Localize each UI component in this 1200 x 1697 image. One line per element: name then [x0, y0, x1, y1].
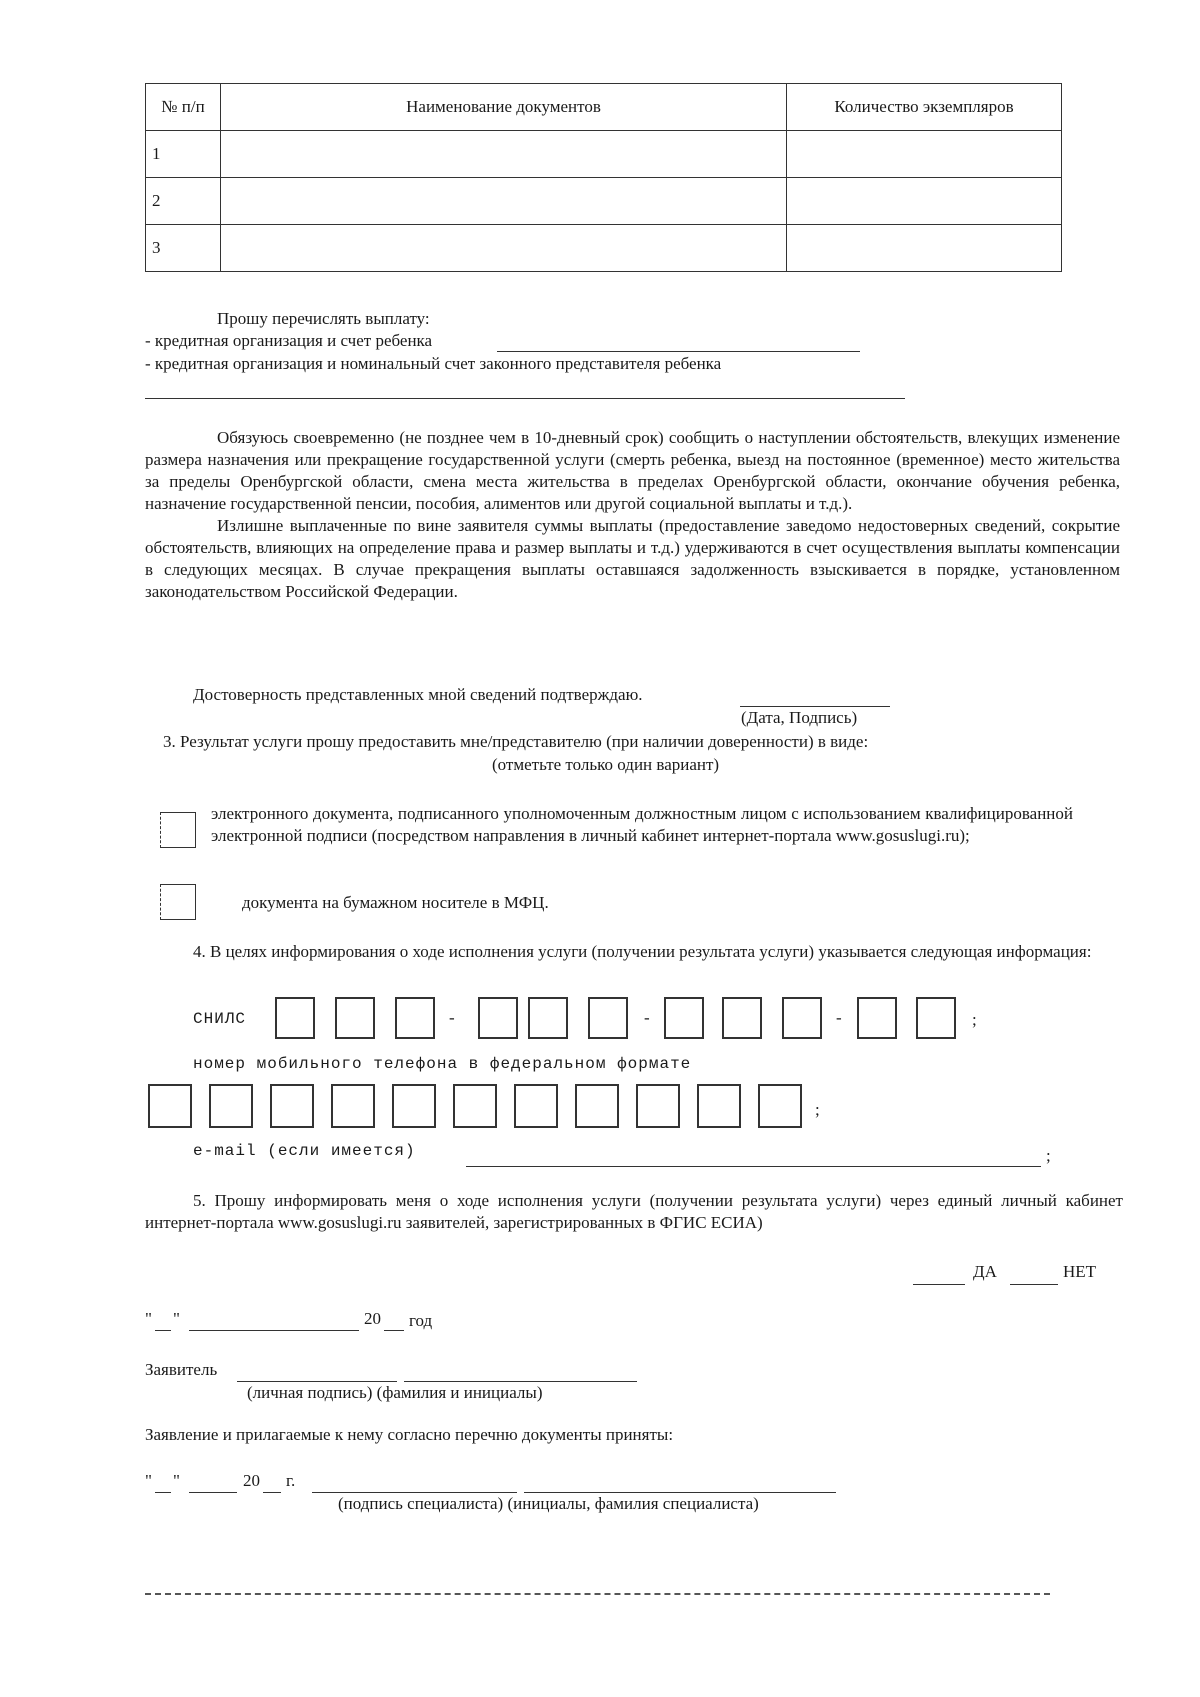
- cut-line: [145, 1591, 1050, 1595]
- table-row: [146, 178, 1062, 225]
- section5-block: [145, 1190, 1123, 1234]
- no-label: НЕТ: [1063, 1262, 1097, 1281]
- row-number: 2: [146, 178, 221, 225]
- section3-title: 3. Результат услуги прошу предоставить мне/представителю (при наличии доверенности) в виде:: [163, 732, 869, 751]
- date-signature-caption: (Дата, Подпись): [741, 708, 858, 727]
- row-document-name[interactable]: [221, 225, 787, 272]
- snils-digit-box[interactable]: [335, 997, 375, 1039]
- applicant-label: Заявитель: [145, 1360, 218, 1379]
- paper-result-option: документа на бумажном носителе в МФЦ.: [242, 893, 549, 912]
- section4-block: [145, 941, 1123, 963]
- g-abbrev: г.: [286, 1471, 296, 1490]
- accepted-text: Заявление и прилагаемые к нему согласно перечню документы приняты:: [145, 1425, 674, 1444]
- snils-digit-box[interactable]: [722, 997, 762, 1039]
- phone-digit-box[interactable]: [392, 1084, 436, 1128]
- date-signature-line[interactable]: [740, 686, 890, 707]
- century: 20: [364, 1309, 381, 1328]
- email-input-line[interactable]: [466, 1146, 1041, 1167]
- snils-digit-box[interactable]: [857, 997, 897, 1039]
- row-copies-count[interactable]: [787, 178, 1062, 225]
- phone-digit-box[interactable]: [697, 1084, 741, 1128]
- table-row: [146, 225, 1062, 272]
- phone-label: номер мобильного телефона в федеральном формате: [193, 1055, 692, 1073]
- documents-table: [145, 83, 1062, 272]
- yes-label: ДА: [973, 1262, 997, 1281]
- nominal-account-line[interactable]: [145, 378, 905, 399]
- phone-digit-box[interactable]: [758, 1084, 802, 1128]
- month-line[interactable]: [189, 1310, 359, 1331]
- phone-digit-box[interactable]: [636, 1084, 680, 1128]
- quote-open: ": [145, 1471, 152, 1490]
- applicant-caption: (личная подпись) (фамилия и инициалы): [247, 1383, 543, 1402]
- payment-option-nominal-account: - кредитная организация и номинальный счет законного представителя ребенка: [145, 354, 722, 373]
- quote-open: ": [145, 1309, 152, 1328]
- phone-digit-box[interactable]: [514, 1084, 558, 1128]
- applicant-name-line[interactable]: [404, 1361, 637, 1382]
- row-copies-count[interactable]: [787, 131, 1062, 178]
- section4-title: 4. В целях информирования о ходе исполнения услуги (получении результата услуги) указывается следующая информация:: [193, 942, 1092, 961]
- year-line[interactable]: [384, 1310, 404, 1331]
- applicant-signature-line[interactable]: [237, 1361, 397, 1382]
- phone-digit-box[interactable]: [575, 1084, 619, 1128]
- phone-digit-box[interactable]: [270, 1084, 314, 1128]
- payment-option-child-account: - кредитная организация и счет ребенка: [145, 331, 433, 350]
- specialist-signature-line[interactable]: [312, 1472, 517, 1493]
- row-number: 1: [146, 131, 221, 178]
- paper-result-checkbox[interactable]: [160, 884, 196, 920]
- column-header-count: Количество экземпляров: [787, 84, 1062, 131]
- day-line[interactable]: [155, 1472, 171, 1493]
- snils-digit-box[interactable]: [395, 997, 435, 1039]
- phone-digit-box[interactable]: [148, 1084, 192, 1128]
- column-header-name: Наименование документов: [221, 84, 787, 131]
- snils-dash: -: [644, 1008, 650, 1027]
- row-number: 3: [146, 225, 221, 272]
- snils-dash: -: [836, 1008, 842, 1027]
- table-header-row: [146, 84, 1062, 131]
- snils-label: СНИЛС: [193, 1010, 247, 1028]
- child-account-line[interactable]: [497, 331, 860, 352]
- month-line[interactable]: [189, 1472, 237, 1493]
- section5-text: 5. Прошу информировать меня о ходе исполнения услуги (получении результата услуги) через единый личный кабинет интернет-портала www.gosuslugi.ru заявителей, зарегистрированных в ФГИС ЕСИА): [145, 1191, 1123, 1232]
- row-copies-count[interactable]: [787, 225, 1062, 272]
- snils-digit-box[interactable]: [478, 997, 518, 1039]
- specialist-name-line[interactable]: [524, 1472, 836, 1493]
- section3-note: (отметьте только один вариант): [492, 755, 720, 774]
- overpayment-paragraph: Излишне выплаченные по вине заявителя суммы выплаты (предоставление заведомо недостоверных сведений, сокрытие обстоятельств, влияющих на определение права и размер выплаты и т.д.) удерживаются в счет осуществления выплаты компенсации в следующих месяцах. В случае прекращения выплаты оставшаяся задолженность взыскивается в порядке, установленном законодательством Российской Федерации.: [145, 516, 1120, 601]
- yes-line[interactable]: [913, 1264, 965, 1285]
- snils-digit-box[interactable]: [588, 997, 628, 1039]
- snils-digit-box[interactable]: [275, 997, 315, 1039]
- accepted-caption: (подпись специалиста) (инициалы, фамилия специалиста): [338, 1494, 759, 1513]
- phone-digit-box[interactable]: [453, 1084, 497, 1128]
- quote-close: ": [173, 1309, 180, 1328]
- quote-close: ": [173, 1471, 180, 1490]
- obligation-paragraph: Обязуюсь своевременно (не позднее чем в 10-дневный срок) сообщить о наступлении обстоятельств, влекущих изменение размера назначения или прекращение государственной услуги (смерть ребенка, выезд на постоянное (временное) место жительства за пределы Оренбургской области, смена места жительства в пределах Оренбургской области, окончание обучения ребенка, назначение государственной пенсии, пособия, алиментов или другой социальной выплаты и т.д.).: [145, 428, 1120, 513]
- snils-semicolon: ;: [972, 1010, 977, 1029]
- email-semicolon: ;: [1046, 1146, 1051, 1165]
- row-document-name[interactable]: [221, 178, 787, 225]
- phone-semicolon: ;: [815, 1100, 820, 1119]
- phone-digit-box[interactable]: [209, 1084, 253, 1128]
- table-row: [146, 131, 1062, 178]
- obligations-block: [145, 427, 1120, 603]
- payment-intro: Прошу перечислять выплату:: [217, 309, 430, 328]
- electronic-result-option: электронного документа, подписанного уполномоченным должностным лицом с использованием квалифицированной электронной подписи (посредством направления в личный кабинет интернет-портала www.gosuslugi.ru);: [211, 804, 1073, 845]
- snils-digit-box[interactable]: [916, 997, 956, 1039]
- confirm-text: Достоверность представленных мной сведений подтверждаю.: [193, 685, 643, 704]
- no-line[interactable]: [1010, 1264, 1058, 1285]
- email-label: e-mail (если имеется): [193, 1142, 416, 1160]
- century: 20: [243, 1471, 260, 1490]
- snils-digit-box[interactable]: [664, 997, 704, 1039]
- phone-digit-box[interactable]: [331, 1084, 375, 1128]
- snils-dash: -: [449, 1008, 455, 1027]
- column-header-number: № п/п: [146, 84, 221, 131]
- day-line[interactable]: [155, 1310, 171, 1331]
- snils-digit-box[interactable]: [782, 997, 822, 1039]
- year-line[interactable]: [263, 1472, 281, 1493]
- year-word: год: [409, 1311, 433, 1330]
- row-document-name[interactable]: [221, 131, 787, 178]
- electronic-result-checkbox[interactable]: [160, 812, 196, 848]
- snils-digit-box[interactable]: [528, 997, 568, 1039]
